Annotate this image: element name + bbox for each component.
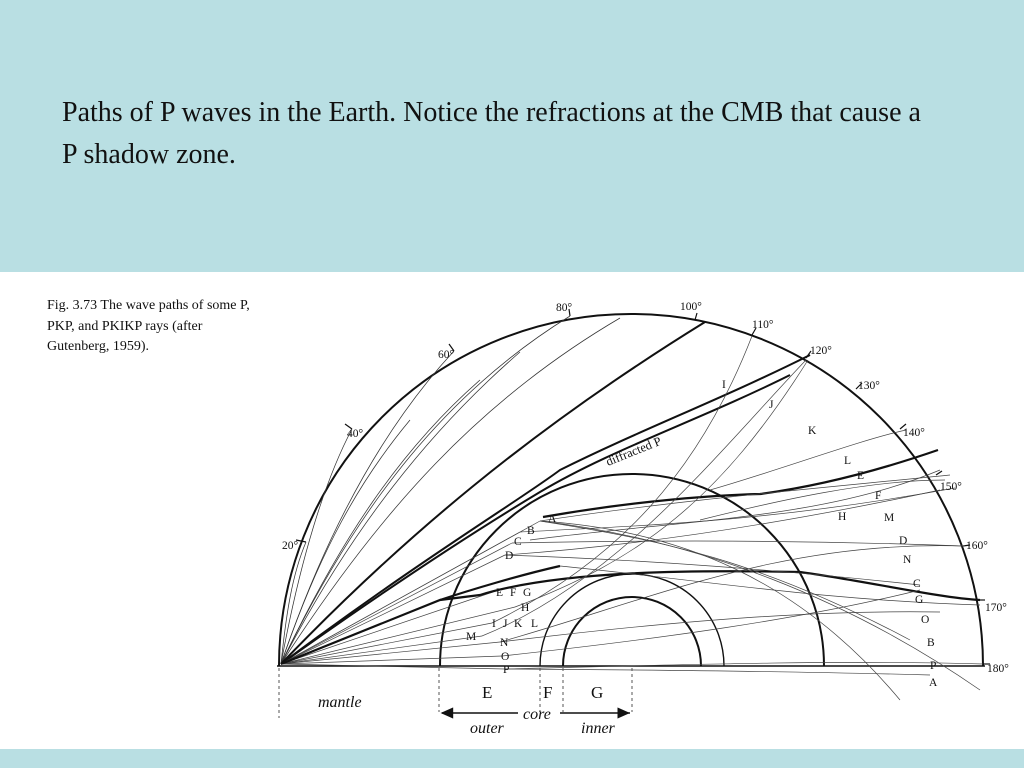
deg-20: 20°	[282, 540, 299, 552]
ray-grazing	[281, 355, 810, 664]
label-L-left: L	[531, 618, 539, 630]
deg-140: 140°	[903, 427, 925, 439]
label-O-left: O	[501, 651, 510, 663]
region-letters	[482, 683, 603, 702]
region-G: G	[591, 683, 604, 702]
label-B-left: B	[527, 525, 535, 537]
deg-160: 160°	[966, 540, 988, 552]
deg-130: 130°	[858, 380, 880, 392]
label-I-right: I	[722, 379, 726, 391]
ray-60	[281, 351, 454, 664]
deg-100: 100°	[680, 301, 702, 313]
deg-60: 60°	[438, 349, 455, 361]
label-E-right: E	[857, 470, 865, 482]
outer-label: outer	[470, 720, 504, 737]
label-J-right: J	[769, 399, 774, 411]
label-B-right: B	[927, 637, 935, 649]
label-D-left: D	[505, 550, 514, 562]
diffracted-p-label: diffracted P	[603, 433, 664, 469]
label-G-left: G	[523, 587, 532, 599]
label-C-right: C	[913, 578, 921, 590]
inner-core-transition-arc	[540, 574, 724, 666]
region-E: E	[482, 683, 493, 702]
label-K-right: K	[808, 425, 817, 437]
label-N-right: N	[903, 554, 912, 566]
label-I-left: I	[492, 618, 496, 630]
deg-150: 150°	[940, 481, 962, 493]
label-L-right: L	[844, 455, 852, 467]
label-C-left: C	[514, 536, 522, 548]
label-A-right: A	[929, 677, 938, 689]
label-F-right: F	[875, 490, 882, 502]
deg-40: 40°	[347, 428, 364, 440]
deg-170: 170°	[985, 602, 1007, 614]
deg-80: 80°	[556, 302, 573, 314]
label-E-left: E	[496, 587, 504, 599]
label-M-left: M	[466, 631, 477, 643]
label-H-right: H	[838, 511, 847, 523]
label-F-left: F	[510, 587, 517, 599]
inner-label: inner	[581, 720, 615, 737]
core-label: core	[523, 706, 551, 723]
deg-120: 120°	[810, 345, 832, 357]
label-G-right: G	[915, 594, 924, 606]
label-H-left: H	[521, 602, 530, 614]
inner-core-arc	[563, 597, 701, 666]
label-P-right: P	[930, 660, 937, 672]
ray-letter-labels	[466, 379, 938, 689]
deg-180: 180°	[987, 663, 1009, 675]
slide-title: Paths of P waves in the Earth. Notice the refractions at the CMB that cause a P shadow zone.	[62, 97, 921, 170]
label-J-left: J	[503, 618, 508, 630]
label-K-left: K	[514, 618, 523, 630]
label-P-left: P	[503, 664, 510, 676]
label-A-left: A	[548, 513, 557, 525]
label-M-right: M	[884, 512, 895, 524]
label-O-right: O	[921, 614, 930, 626]
label-D-right: D	[899, 535, 908, 547]
region-F: F	[543, 683, 553, 702]
label-N-left: N	[500, 637, 509, 649]
mantle-rays-thick	[281, 322, 810, 664]
mantle-label: mantle	[318, 694, 362, 711]
p-wave-path-diagram	[0, 272, 1024, 749]
figure-caption: Fig. 3.73 The wave paths of some P, PKP, and PKIKP rays (after Gutenberg, 1959).	[47, 298, 250, 354]
bottom-band	[0, 749, 1024, 768]
deg-110: 110°	[752, 319, 774, 331]
